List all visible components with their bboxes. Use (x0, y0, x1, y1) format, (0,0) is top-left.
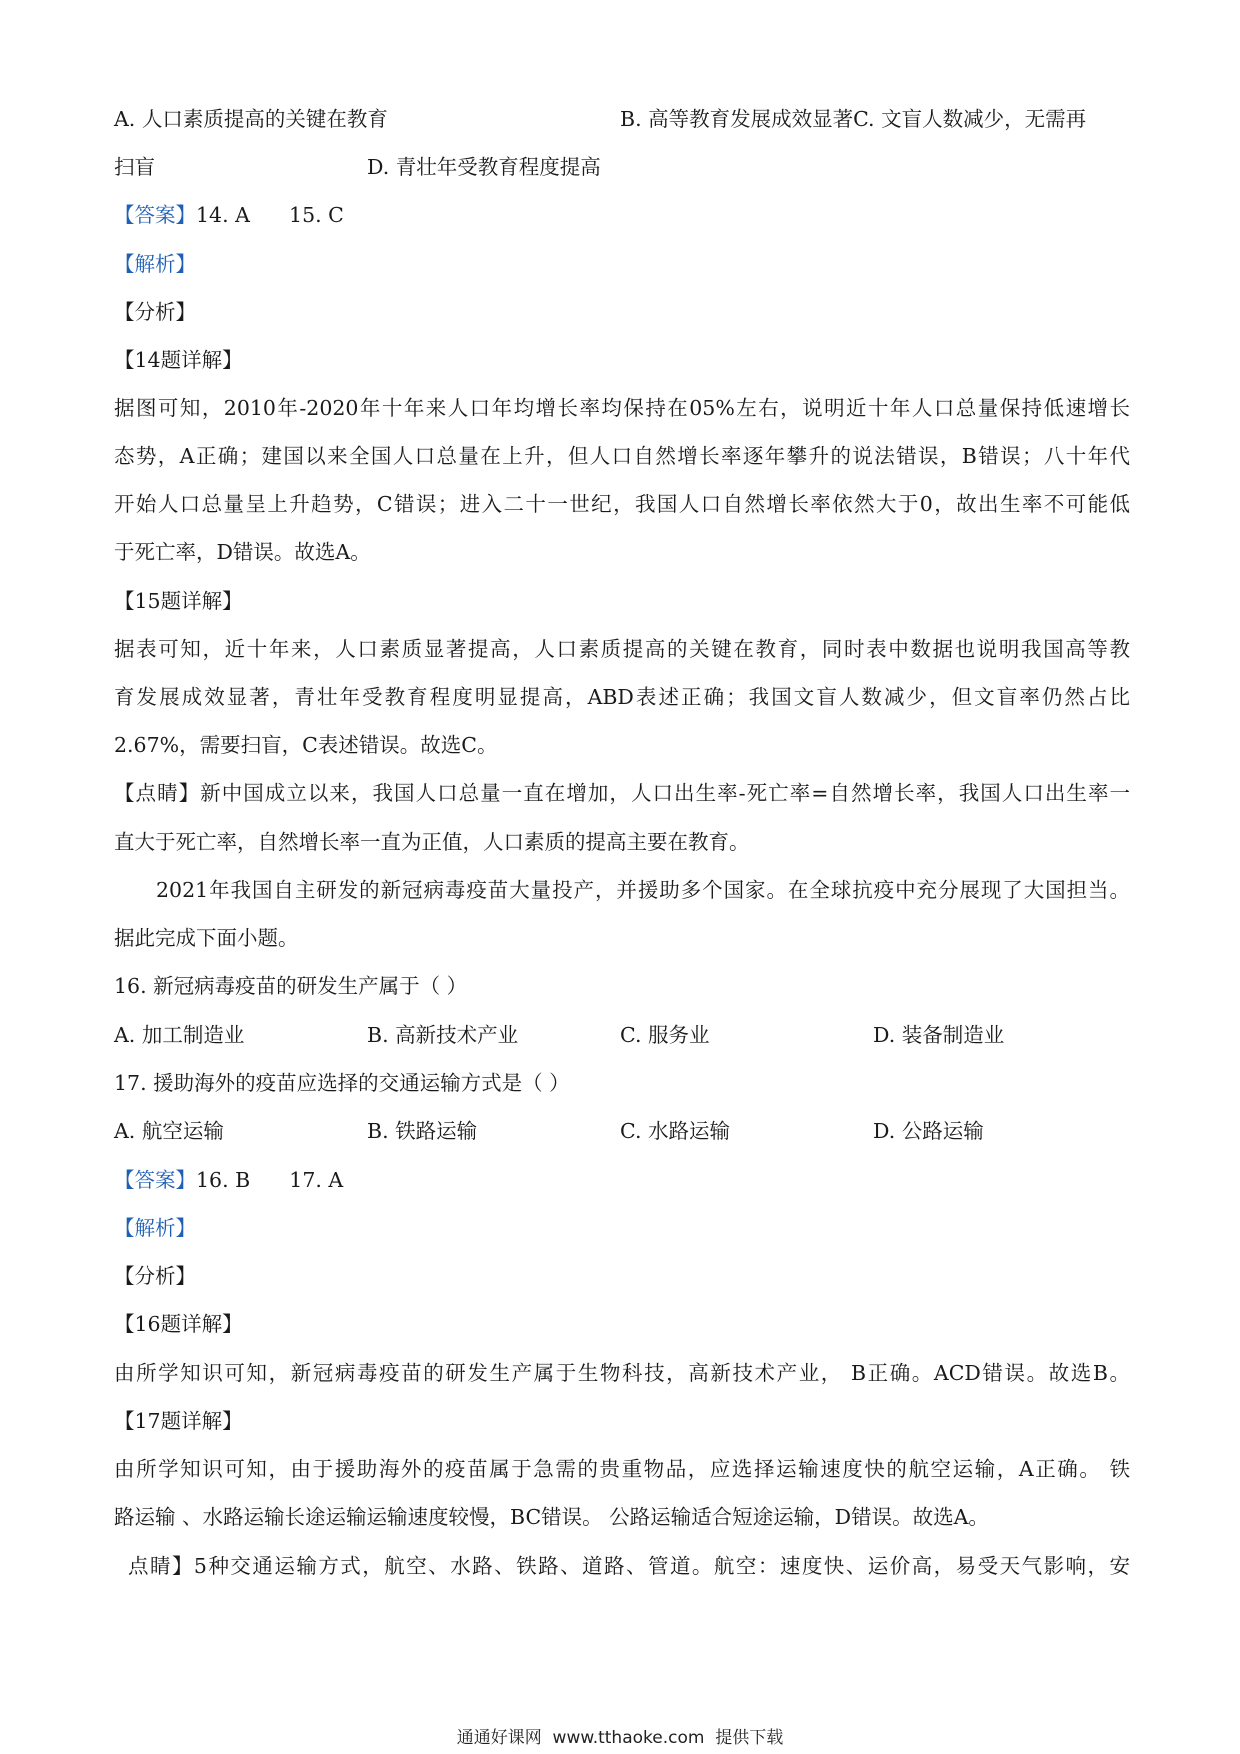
q15-option-b-c: B. 高等教育发展成效显著C. 文盲人数减少，无需再 (620, 107, 1087, 131)
q16-detail-line: 由所学知识可知，新冠病毒疫苗的研发生产属于生物科技，高新技术产业， B正确。ACD错误。故选B。 (114, 1361, 1130, 1385)
fenxi-label: 【分析】 (114, 300, 196, 324)
q15-detail-line-2: 育发展成效显著，青壮年受教育程度明显提高，ABD表述正确；我国文盲人数减少，但文盲率仍然占比 (114, 685, 1130, 709)
analysis-label: 【解析】 (114, 252, 196, 276)
tip-line-1: 【点睛】新中国成立以来，我国人口总量一直在增加，人口出生率-死亡率=自然增长率，我国人口出生率一 (114, 781, 1130, 805)
q17-option-b: B. 铁路运输 (367, 1119, 478, 1143)
q17-option-c: C. 水路运输 (620, 1119, 730, 1143)
q14-detail-line-1: 据图可知，2010年-2020年十年来人口年均增长率均保持在05%左右，说明近十年人口总量保持低速增长 (114, 396, 1130, 420)
analysis-label-2: 【解析】 (114, 1216, 196, 1240)
answer-line-14-15 (114, 200, 1130, 230)
q17-detail-line-1: 由所学知识可知，由于援助海外的疫苗属于急需的贵重物品，应选择运输速度快的航空运输，A正确。 铁 (114, 1457, 1130, 1481)
q14-detail-line-3: 开始人口总量呈上升趋势，C错误；进入二十一世纪，我国人口自然增长率依然大于0，故出生率不可能低 (114, 492, 1130, 516)
q16-option-c: C. 服务业 (620, 1023, 710, 1047)
answer-label: 【答案】 (114, 203, 196, 227)
q17-detail-line-2: 路运输 、水路运输长途运输运输速度较慢，BC错误。 公路运输适合短途运输，D错误。故选A。 (114, 1505, 989, 1529)
q15-option-a: A. 人口素质提高的关键在教育 (114, 107, 388, 131)
q15-detail-line-1: 据表可知，近十年来，人口素质显著提高，人口素质提高的关键在教育，同时表中数据也说明我国高等教 (114, 637, 1130, 661)
q15-detail-heading: 【15题详解】 (114, 589, 243, 613)
q14-detail-line-2: 态势，A正确；建国以来全国人口总量在上升，但人口自然增长率逐年攀升的说法错误，B错误；八十年代 (114, 444, 1130, 468)
tip-line-2: 直大于死亡率，自然增长率一直为正值，人口素质的提高主要在教育。 (114, 830, 750, 854)
q14-detail-heading: 【14题详解】 (114, 348, 243, 372)
answer-text-2: 16. B 17. A (196, 1168, 344, 1192)
q17-option-d: D. 公路运输 (873, 1119, 984, 1143)
answer-text: 14. A 15. C (196, 203, 344, 227)
q16-stem: 16. 新冠病毒疫苗的研发生产属于（ ） (114, 974, 468, 998)
q14-detail-line-4: 于死亡率，D错误。故选A。 (114, 540, 371, 564)
q16-option-d: D. 装备制造业 (873, 1023, 1005, 1047)
q16-option-b: B. 高新技术产业 (367, 1023, 519, 1047)
q17-option-a: A. 航空运输 (114, 1119, 224, 1143)
q17-stem: 17. 援助海外的疫苗应选择的交通运输方式是（ ） (114, 1071, 570, 1095)
answer-label-2: 【答案】 (114, 1168, 196, 1192)
q15-option-c-continued: 扫盲 (114, 155, 155, 179)
intro-line-2: 据此完成下面小题。 (114, 926, 299, 950)
q16-option-a: A. 加工制造业 (114, 1023, 245, 1047)
intro-line-1: 2021年我国自主研发的新冠病毒疫苗大量投产，并援助多个国家。在全球抗疫中充分展现了大国担当。 (156, 878, 1130, 902)
q15-option-d: D. 青壮年受教育程度提高 (367, 155, 601, 179)
answer-line-16-17 (114, 1165, 1130, 1195)
q16-detail-heading: 【16题详解】 (114, 1312, 243, 1336)
page-footer: 通通好课网 www.tthaoke.com 提供下载 (456, 1728, 784, 1748)
q15-detail-line-3: 2.67%，需要扫盲，C表述错误。故选C。 (114, 733, 498, 757)
tip-line-2-1: 点睛】5种交通运输方式，航空、水路、铁路、道路、管道。航空：速度快、运价高，易受天气影响，安 (128, 1554, 1130, 1578)
fenxi-label-2: 【分析】 (114, 1264, 196, 1288)
q17-detail-heading: 【17题详解】 (114, 1409, 243, 1433)
